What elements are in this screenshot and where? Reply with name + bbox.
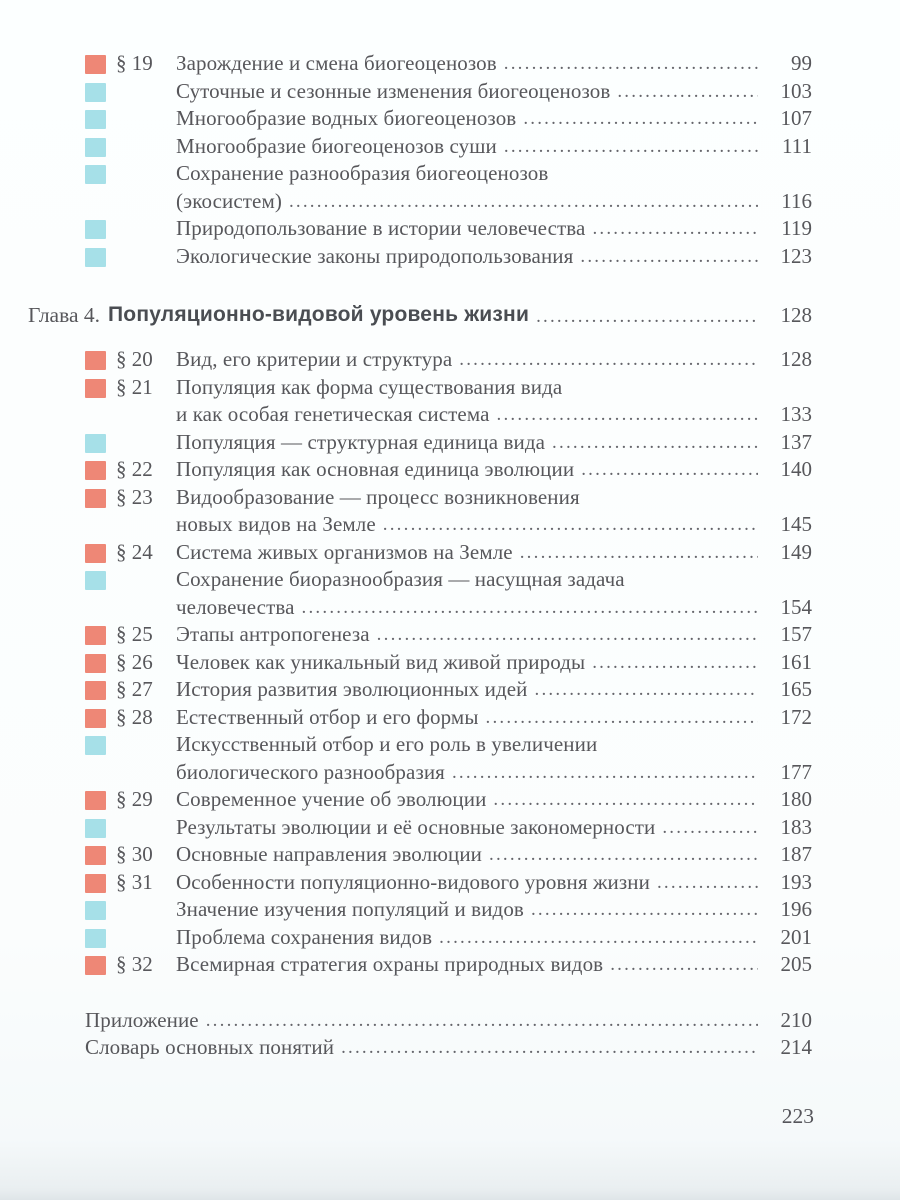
entry-body xyxy=(176,649,812,677)
entry-body xyxy=(176,215,812,243)
entry-marker-cell xyxy=(85,649,116,673)
entry-body xyxy=(176,704,812,732)
toc-entry xyxy=(85,243,812,271)
entry-title: Система живых организмов на Земле xyxy=(176,539,513,564)
entry-marker-square xyxy=(85,434,106,453)
dots-leader xyxy=(341,1034,758,1062)
entry-title: История развития эволюционных идей xyxy=(176,677,528,701)
toc-entry xyxy=(85,704,812,732)
dots-leader xyxy=(592,215,758,243)
entry-title: Видообразование — процесс возникновения xyxy=(176,484,580,509)
toc-entry xyxy=(85,133,812,161)
paragraph-number: § 31 xyxy=(116,869,153,894)
entry-page-number: 183 xyxy=(780,814,812,839)
entry-marker-square xyxy=(85,929,106,948)
paragraph-number: § 22 xyxy=(116,457,153,481)
entry-line xyxy=(176,924,812,952)
toc-entry xyxy=(85,841,812,869)
entry-line xyxy=(176,374,812,402)
entry-marker-square xyxy=(85,626,106,645)
entry-body xyxy=(176,429,812,457)
entry-title: Этапы антропогенеза xyxy=(176,622,370,646)
toc-section-chapter3-tail xyxy=(85,50,812,270)
entry-marker-square xyxy=(85,819,106,838)
entry-marker-square xyxy=(85,956,106,975)
entry-page-number: 205 xyxy=(780,952,812,976)
toc-back-matter xyxy=(85,1007,812,1062)
entry-marker-square xyxy=(85,83,106,102)
paragraph-number: § 28 xyxy=(116,704,153,729)
dots-leader xyxy=(459,346,758,374)
entry-title: человечества xyxy=(176,594,295,619)
dots-leader xyxy=(617,78,758,106)
entry-page-number: 145 xyxy=(780,512,812,536)
entry-page-number: 119 xyxy=(781,216,812,240)
entry-marker-cell xyxy=(85,539,116,563)
toc-entry xyxy=(85,924,812,952)
dots-leader xyxy=(377,621,758,649)
entry-body xyxy=(176,133,812,161)
page-number-folio: 223 xyxy=(781,1104,814,1128)
toc-section-chapter4 xyxy=(85,346,812,979)
entry-line xyxy=(176,869,812,897)
entry-title: Искусственный отбор и его роль в увеличении xyxy=(176,732,598,756)
dots-leader xyxy=(592,649,758,677)
dots-leader xyxy=(439,924,758,952)
entry-page-number: 140 xyxy=(780,457,812,481)
entry-line xyxy=(176,105,812,133)
entry-page-number: 111 xyxy=(782,133,812,158)
entry-title: Современное учение об эволюции xyxy=(176,787,487,811)
entry-body xyxy=(176,374,812,429)
entry-line xyxy=(176,594,812,622)
entry-marker-cell xyxy=(85,704,116,728)
toc-entry xyxy=(85,160,812,215)
toc-entry xyxy=(85,105,812,133)
chapter-heading xyxy=(28,300,812,332)
entry-page-number: 172 xyxy=(780,704,812,729)
entry-marker-cell xyxy=(85,133,116,157)
paragraph-number: § 30 xyxy=(116,842,153,866)
entry-marker-square xyxy=(85,709,106,728)
entry-line xyxy=(176,539,812,567)
dots-leader xyxy=(497,401,758,429)
entry-marker-square xyxy=(85,248,106,267)
dots-leader xyxy=(610,951,758,979)
entry-page-number: 128 xyxy=(780,347,812,371)
entry-page-number: 133 xyxy=(780,402,812,426)
dots-leader xyxy=(486,704,758,732)
entry-title: Результаты эволюции и её основные закономерности xyxy=(176,814,656,839)
dots-leader xyxy=(657,869,758,897)
toc-entry xyxy=(85,346,812,374)
entry-body xyxy=(176,896,812,924)
dots-leader xyxy=(662,814,758,842)
entry-marker-square xyxy=(85,736,106,755)
entry-marker-cell xyxy=(85,215,116,239)
paragraph-number: § 29 xyxy=(116,787,153,811)
entry-title: Суточные и сезонные изменения биогеоценозов xyxy=(176,78,611,103)
entry-body xyxy=(176,621,812,649)
entry-page-number: 214 xyxy=(780,1035,812,1059)
entry-marker-cell xyxy=(85,50,116,74)
entry-marker-square xyxy=(85,379,106,398)
entry-line xyxy=(176,429,812,457)
entry-marker-cell xyxy=(85,105,116,129)
entry-title: и как особая генетическая система xyxy=(176,402,490,426)
entry-marker-cell xyxy=(85,676,116,700)
entry-marker-cell xyxy=(85,924,116,948)
dots-leader xyxy=(536,302,758,332)
toc-entry xyxy=(85,814,812,842)
toc-entry xyxy=(85,215,812,243)
entry-title: Популяция как форма существования вида xyxy=(176,374,563,399)
toc-entry xyxy=(85,676,812,704)
entry-marker-square xyxy=(85,681,106,700)
entry-title: Популяция — структурная единица вида xyxy=(176,429,546,454)
entry-body xyxy=(176,105,812,133)
entry-page-number: 177 xyxy=(780,759,812,784)
entry-page-number: 116 xyxy=(781,188,812,213)
entry-page-number: 161 xyxy=(780,649,812,674)
entry-page-number: 157 xyxy=(780,622,812,646)
entry-marker-cell xyxy=(85,731,116,755)
entry-page-number: 107 xyxy=(780,106,812,130)
entry-title: Проблема сохранения видов xyxy=(176,924,433,949)
paragraph-number: § 25 xyxy=(116,622,153,646)
entry-title: Популяция как основная единица эволюции xyxy=(176,457,575,481)
entry-line xyxy=(176,841,812,869)
dots-leader xyxy=(581,456,758,484)
entry-marker-square xyxy=(85,461,106,480)
entry-marker-square xyxy=(85,165,106,184)
toc-entry xyxy=(85,429,812,457)
entry-title: Экологические законы природопользования xyxy=(176,243,574,268)
dots-leader xyxy=(580,243,758,271)
entry-page-number: 103 xyxy=(780,78,812,103)
entry-title: Значение изучения популяций и видов xyxy=(176,897,524,921)
dots-leader xyxy=(504,133,758,161)
dots-leader xyxy=(383,511,758,539)
entry-page-number: 99 xyxy=(791,51,812,75)
entry-marker-cell xyxy=(85,841,116,865)
entry-marker-square xyxy=(85,138,106,157)
entry-title: Сохранение разнообразия биогеоценозов xyxy=(176,161,549,185)
entry-title: Приложение xyxy=(85,1007,199,1032)
entry-body xyxy=(176,841,812,869)
entry-line xyxy=(176,896,812,924)
entry-marker-square xyxy=(85,110,106,129)
entry-line xyxy=(176,511,812,539)
entry-title: Человек как уникальный вид живой природы xyxy=(176,649,586,674)
paragraph-number: § 19 xyxy=(116,51,153,75)
entry-body xyxy=(176,814,812,842)
entry-marker-cell xyxy=(85,484,116,508)
dots-leader xyxy=(489,841,758,869)
entry-marker-square xyxy=(85,351,106,370)
entry-marker-square xyxy=(85,489,106,508)
entry-marker-cell xyxy=(85,621,116,645)
toc-entry xyxy=(85,731,812,786)
entry-title: Природопользование в истории человечества xyxy=(176,216,586,240)
entry-marker-cell xyxy=(85,456,116,480)
entry-marker-cell xyxy=(85,814,116,838)
dots-leader xyxy=(520,539,758,567)
entry-line xyxy=(176,133,812,161)
chapter-page-number: 128 xyxy=(780,303,812,327)
toc-entry xyxy=(85,951,812,979)
entry-marker-cell xyxy=(85,786,116,810)
entry-line xyxy=(176,401,812,429)
entry-marker-square xyxy=(85,220,106,239)
toc-entry xyxy=(85,869,812,897)
dots-leader xyxy=(206,1007,758,1035)
entry-title: Вид, его критерии и структура xyxy=(176,347,453,371)
entry-marker-cell xyxy=(85,243,116,267)
paragraph-number: § 21 xyxy=(116,374,153,399)
toc-entry xyxy=(85,539,812,567)
entry-marker-square xyxy=(85,55,106,74)
dots-leader xyxy=(302,594,758,622)
entry-line xyxy=(176,50,812,78)
entry-marker-square xyxy=(85,846,106,865)
chapter-title: Популяционно-видовой уровень жизни xyxy=(108,303,530,326)
entry-line xyxy=(176,759,812,787)
entry-line xyxy=(176,621,812,649)
dots-leader xyxy=(552,429,758,457)
entry-marker-square xyxy=(85,571,106,590)
entry-title: Естественный отбор и его формы xyxy=(176,704,479,729)
entry-marker-square xyxy=(85,544,106,563)
paragraph-number: § 20 xyxy=(116,347,153,371)
entry-body xyxy=(176,539,812,567)
entry-body xyxy=(176,160,812,215)
entry-body xyxy=(176,50,812,78)
entry-title: Зарождение и смена биогеоценозов xyxy=(176,51,497,75)
dots-leader xyxy=(452,759,758,787)
entry-line xyxy=(176,346,812,374)
dots-leader xyxy=(535,676,759,704)
toc-entry xyxy=(85,78,812,106)
entry-marker-cell xyxy=(85,566,116,590)
entry-line xyxy=(176,649,812,677)
toc-entry xyxy=(85,484,812,539)
entry-page-number: 196 xyxy=(780,897,812,921)
back-matter-entry xyxy=(85,1034,812,1062)
entry-marker-square xyxy=(85,791,106,810)
toc-entry xyxy=(85,786,812,814)
entry-page-number: 123 xyxy=(780,243,812,268)
toc-entry xyxy=(85,456,812,484)
paragraph-number: § 32 xyxy=(116,952,153,976)
entry-marker-square xyxy=(85,654,106,673)
entry-marker-square xyxy=(85,901,106,920)
entry-line xyxy=(176,188,812,216)
entry-marker-cell xyxy=(85,896,116,920)
entry-line xyxy=(176,814,812,842)
entry-body xyxy=(176,676,812,704)
paragraph-number: § 23 xyxy=(116,484,153,509)
chapter-label: Глава 4. xyxy=(28,303,100,327)
toc-entry xyxy=(85,621,812,649)
entry-body xyxy=(176,484,812,539)
entry-title: новых видов на Земле xyxy=(176,512,376,536)
entry-marker-cell xyxy=(85,869,116,893)
entry-title: Особенности популяционно-видового уровня жизни xyxy=(176,869,650,894)
entry-title: Всемирная стратегия охраны природных видов xyxy=(176,952,604,976)
entry-body xyxy=(176,924,812,952)
entry-body xyxy=(176,786,812,814)
entry-title: (экосистем) xyxy=(176,188,282,213)
toc-entry xyxy=(85,649,812,677)
entry-line xyxy=(176,786,812,814)
dots-leader xyxy=(504,50,758,78)
entry-marker-cell xyxy=(85,951,116,975)
entry-line xyxy=(176,484,812,512)
entry-page-number: 193 xyxy=(780,869,812,894)
entry-body xyxy=(176,243,812,271)
dots-leader xyxy=(523,105,758,133)
dots-leader xyxy=(493,786,758,814)
toc-entry xyxy=(85,50,812,78)
entry-body xyxy=(176,346,812,374)
entry-page-number: 210 xyxy=(780,1007,812,1032)
entry-page-number: 165 xyxy=(780,677,812,701)
entry-body xyxy=(176,456,812,484)
entry-title: Сохранение биоразнообразия — насущная задача xyxy=(176,567,625,591)
entry-marker-cell xyxy=(85,160,116,184)
paragraph-number: § 27 xyxy=(116,677,153,701)
entry-page-number: 137 xyxy=(780,429,812,454)
entry-body xyxy=(176,78,812,106)
entry-page-number: 180 xyxy=(780,787,812,811)
entry-page-number: 201 xyxy=(780,924,812,949)
entry-title: Многообразие водных биогеоценозов xyxy=(176,106,517,130)
entry-line xyxy=(176,566,812,594)
entry-line xyxy=(176,731,812,759)
toc-entry xyxy=(85,566,812,621)
entry-title: Основные направления эволюции xyxy=(176,842,483,866)
entry-marker-cell xyxy=(85,78,116,102)
entry-line xyxy=(176,456,812,484)
entry-page-number: 187 xyxy=(780,842,812,866)
paragraph-number: § 24 xyxy=(116,539,153,564)
toc-entry xyxy=(85,896,812,924)
entry-marker-cell xyxy=(85,374,116,398)
entry-marker-square xyxy=(85,874,106,893)
entry-title: Словарь основных понятий xyxy=(85,1035,335,1059)
entry-marker-cell xyxy=(85,346,116,370)
entry-line xyxy=(176,160,812,188)
entry-line xyxy=(176,215,812,243)
toc-entry xyxy=(85,374,812,429)
entry-page-number: 154 xyxy=(780,594,812,619)
entry-line xyxy=(176,78,812,106)
dots-leader xyxy=(531,896,758,924)
entry-page-number: 149 xyxy=(780,539,812,564)
entry-body xyxy=(176,951,812,979)
entry-body xyxy=(176,566,812,621)
dots-leader xyxy=(289,188,758,216)
entry-line xyxy=(176,243,812,271)
entry-title: биологического разнообразия xyxy=(176,759,445,784)
entry-line xyxy=(176,676,812,704)
entry-marker-cell xyxy=(85,429,116,453)
back-matter-entry xyxy=(85,1007,812,1035)
entry-line xyxy=(176,704,812,732)
entry-title: Многообразие биогеоценозов суши xyxy=(176,133,497,158)
entry-body xyxy=(176,869,812,897)
entry-body xyxy=(176,731,812,786)
entry-line xyxy=(176,951,812,979)
paragraph-number: § 26 xyxy=(116,649,153,674)
